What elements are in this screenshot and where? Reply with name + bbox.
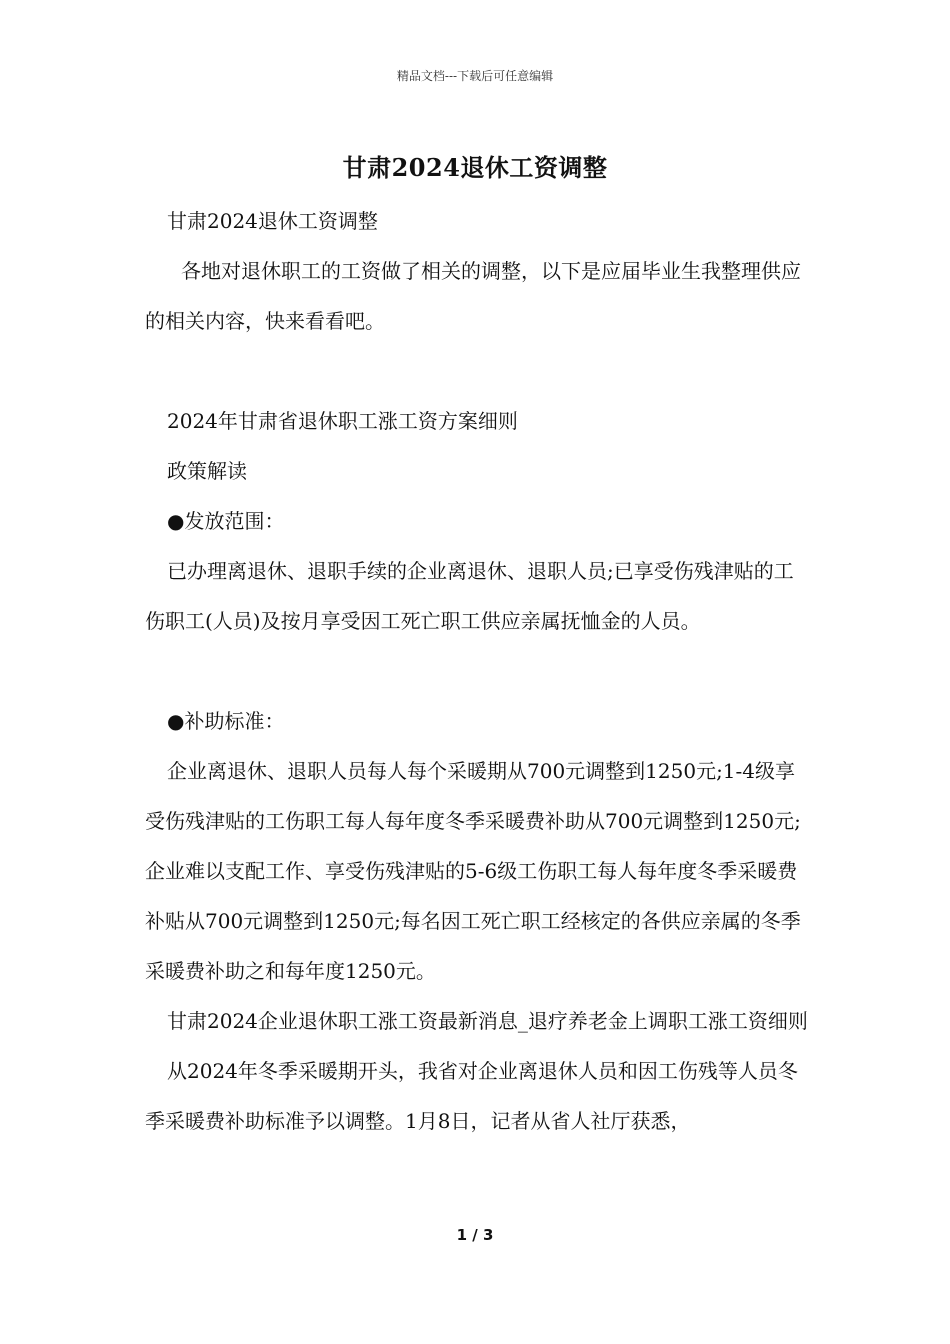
paragraph-standard-heading: ●补助标准： bbox=[167, 709, 285, 733]
paragraph-subtitle: 甘肃2024退休工资调整 bbox=[167, 209, 378, 233]
paragraph-intro: 各地对退休职工的工资做了相关的调整，以下是应届毕业生我整理供应的相关内容，快来看看吧。 bbox=[145, 259, 801, 333]
paragraph-scope-heading: ●发放范围： bbox=[167, 509, 285, 533]
blank-line bbox=[145, 646, 813, 696]
paragraph-standard: 企业离退休、退职人员每人每个采暖期从700元调整到1250元;1-4级享受伤残津贴的工伤职工每人每年度冬季采暖费补助从700元调整到1250元;企业难以支配工作、享受伤残津贴的5-6级工伤职工每人每年度冬季采暖费补贴从700元调整到1250元;每名因工死亡职工经核定的各供应亲属的冬季采暖费补助之和每年度1250元。 bbox=[145, 759, 801, 983]
blank-line bbox=[145, 346, 813, 396]
header-note: 精品文档---下载后可任意编辑 bbox=[396, 69, 554, 83]
paragraph-policy-heading: 政策解读 bbox=[167, 459, 247, 483]
paragraph-scope: 已办理离退休、退职手续的企业离退休、退职人员;已享受伤残津贴的工伤职工(人员)及按月享受因工死亡职工供应亲属抚恤金的人员。 bbox=[145, 559, 794, 633]
paragraph-plan-heading: 2024年甘肃省退休职工涨工资方案细则 bbox=[167, 409, 518, 433]
page-number: 1 / 3 bbox=[456, 1226, 494, 1244]
document-title: 甘肃2024退休工资调整 bbox=[342, 153, 608, 182]
paragraph-news: 从2024年冬季采暖期开头，我省对企业离退休人员和因工伤残等人员冬季采暖费补助标准予以调整。1月8日，记者从省人社厅获悉， bbox=[145, 1059, 798, 1133]
paragraph-news-heading: 甘肃2024企业退休职工涨工资最新消息_退疗养老金上调职工涨工资细则 bbox=[167, 1009, 808, 1033]
document-body bbox=[145, 196, 813, 1146]
